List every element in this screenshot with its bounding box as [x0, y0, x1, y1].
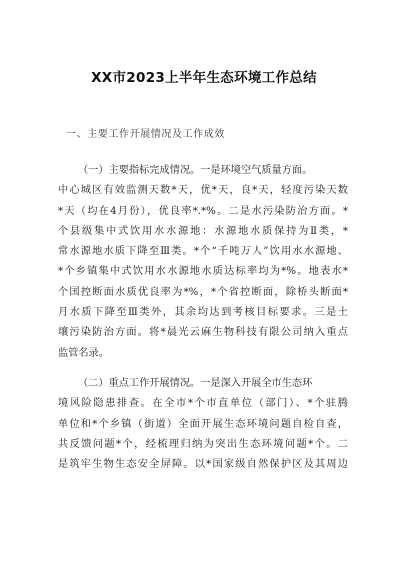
paragraph-main-indicators: [58, 161, 348, 364]
paragraph-line: *天（均在4月份），优良率*.*%。二是水污染防治方面。*: [58, 205, 348, 217]
paragraph-line: 个国控断面水质优良率为*%，*个省控断面，除桥头断面*: [58, 286, 348, 298]
paragraph-line: 共反馈问题*个，经梳理归纳为突出生态环境问题*个。二: [58, 438, 348, 450]
paragraph-line: 常水源地水质下降至Ⅲ类。*个“千吨万人”饮用水水源地、: [58, 246, 348, 258]
document-title: XX市2023上半年生态环境工作总结: [91, 70, 317, 86]
paragraph-line: 境风险隐患排查。在全市*个市直单位（部门）、*个驻腾: [58, 398, 348, 410]
paragraph-line: 月水质下降至Ⅲ类外，其余均达到考核目标要求。三是土: [58, 307, 348, 319]
paragraph-line: 中心城区有效监测天数*天，优*天，良*天，轻度污染天数: [58, 185, 348, 197]
paragraph-line: *个乡镇集中式饮用水水源地水质达标率均为*%。地表水*: [58, 266, 348, 278]
paragraph-line: （二）重点工作开展情况。一是深入开展全市生态环: [78, 378, 313, 389]
section-heading: 一、主要工作开展情况及工作成效: [66, 129, 225, 140]
paragraph-line: （一）主要指标完成情况。一是环境空气质量方面。: [78, 165, 313, 176]
paragraph-key-work: [58, 374, 348, 475]
paragraph-line: 是筑牢生物生态安全屏障。以*国家级自然保护区及其周边: [58, 459, 348, 471]
paragraph-line: 监管名录。: [58, 347, 109, 359]
paragraph-line: 个县级集中式饮用水水源地：水源地水质保持为Ⅱ类，*: [58, 225, 348, 237]
paragraph-line: 壤污染防治方面。将*晨光云麻生物科技有限公司纳入重点: [58, 327, 348, 339]
paragraph-line: 单位和*个乡镇（街道）全面开展生态环境问题自检自查，: [58, 418, 348, 430]
